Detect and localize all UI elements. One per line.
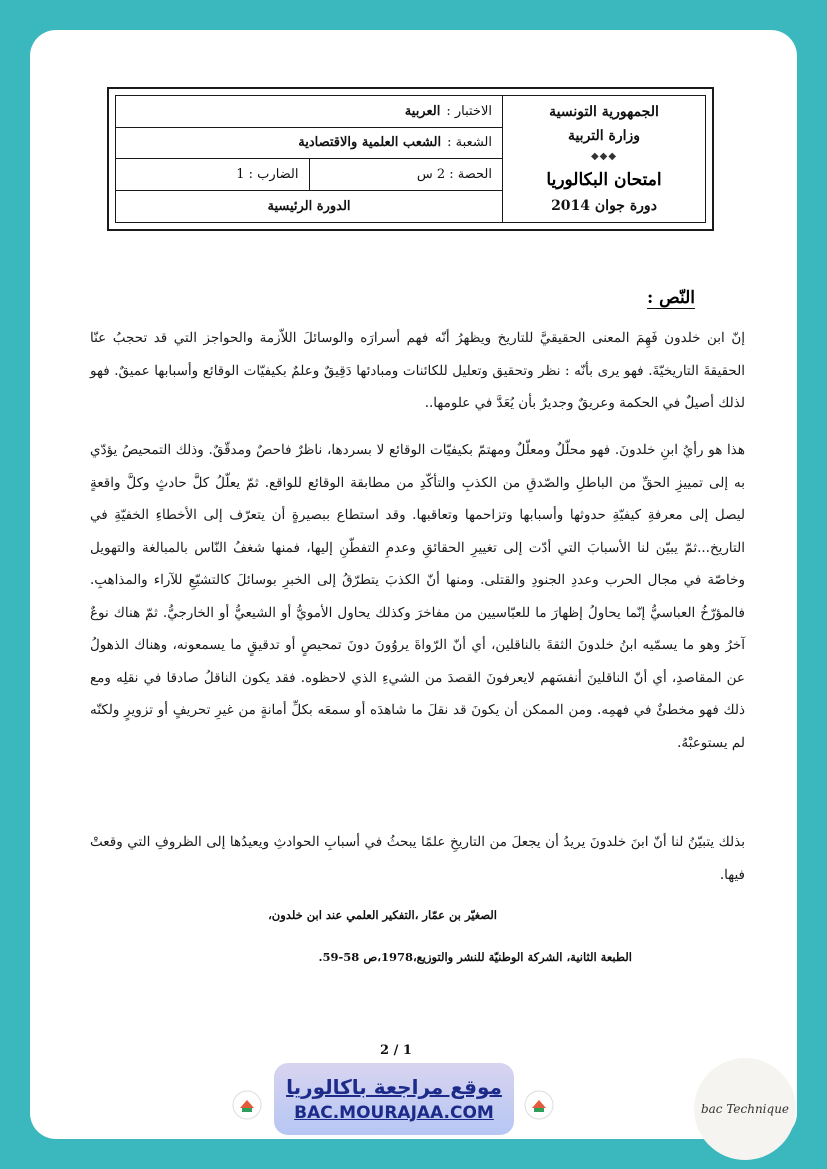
paragraph-1-text: إنّ ابن خلدون فَهِمَ المعنى الحقيقيَّ للتاريخ ويظهرُ أنّه فهم أسرارَه والوسائلَ اللاّزمة والحواجز التي قد تحجبُ عنّا الحقيقةَ التاريخيّةَ. فهو يرى بأنّه : نظر وتحقيق وتعليل للكائنات ومبادئها دَقِيقٌ وعلمٌ بكيفيّات الوقائع وأسبابها عميقٌ. فهو لذلك أصيلٌ في الحكمة وعريقٌ وجديرٌ بأن يُعَدَّ في علومها.. <box>90 330 745 411</box>
branch-label: الشعبة : <box>447 135 492 151</box>
exam-label: الاختبار : <box>446 103 492 119</box>
banner-arabic[interactable]: موقع مراجعة باكالوريا <box>286 1075 502 1099</box>
badge-text: bac Technique <box>700 1102 790 1116</box>
branch-value: الشعب العلمية والاقتصادية <box>298 135 442 151</box>
hours-cell: الحصة : 2 س <box>309 159 503 190</box>
diamond-separator: ◆◆◆ <box>590 151 618 163</box>
exam-title: امتحان البكالوريا <box>546 170 662 191</box>
paragraph-3 <box>90 826 745 891</box>
left-logo-icon <box>232 1090 262 1120</box>
banner-url[interactable]: BAC.MOURAJAA.COM <box>294 1103 494 1123</box>
text-heading: النّص : <box>646 288 695 308</box>
exam-value: العربية <box>404 103 441 119</box>
hours-coef-row <box>116 159 502 191</box>
site-banner[interactable] <box>274 1063 514 1135</box>
bac-technique-badge <box>694 1058 796 1160</box>
page-number: 2 / 1 <box>380 1043 412 1058</box>
republic-title: الجمهورية التونسية <box>549 103 659 120</box>
ministry-block <box>503 96 705 222</box>
exam-header <box>107 87 714 231</box>
ministry-title: وزارة التربية <box>567 127 641 144</box>
session-main: الدورة الرئيسية <box>267 198 351 214</box>
exam-header-inner <box>115 95 706 223</box>
exam-subject-row <box>116 96 502 128</box>
coef-cell: الضارب : 1 <box>236 166 299 182</box>
paragraph-2 <box>90 434 745 759</box>
branch-row <box>116 128 502 160</box>
source-line-2: الطبعة الثانية، الشركة الوطنيّة للنشر والتوزيع،1978،ص 58-59. <box>318 950 632 964</box>
source-line-1: الصغيّر بن عمّار ،التفكير العلمي عند ابن خلدون، <box>268 908 497 922</box>
exam-sheet <box>30 30 797 1139</box>
right-logo-icon <box>524 1090 554 1120</box>
paragraph-1 <box>90 322 745 420</box>
session-date: دورة جوان 2014 <box>551 198 657 215</box>
paragraph-3-text: بذلك يتبيّنُ لنا أنّ ابنَ خلدونَ يريدُ أن يجعلَ من التاريخِ علمًا يبحثُ في أسبابِ الحوادثِ ويعيدُها إلى الظروفِ التي وقعتْ فيها. <box>90 834 745 883</box>
exam-info-table <box>116 96 503 222</box>
paragraph-2-text: هذا هو رأيُ ابنِ خلدونَ. فهو محلّلٌ ومعلّلٌ ومهتمّ بكيفيّات الوقائع لا بسردها، ناظرٌ فاحصٌ ومدقّقٌ. وذلك التمحيصُ يؤدّي به إلى تمييزِ الحقِّ من الباطلِ والصّدقِ من الكذبِ والتأكّدِ من مطابقة الوقائع للواقع. ثمّ يعلّلُ كلَّ حادثٍ وكلَّ واقعةٍ ليصل إلى معرفةِ كيفيّةِ حدوثها وأسبابها وتزاحمها وتعاقبها. وقد استطاع ببصيرةٍ أن يتعرّف إلى الأخطاءِ الخفيّةِ في التاريخ...ثمّ يبيّن لنا الأسبابَ التي أدّت إلى تغييرِ الحقائقِ وعدمِ التفطّنِ إليها، فمنها شغفُ النّاس بالمبالغة والتهويل وخاصّة في مجال الحرب وعددِ الجنودِ والقتلى. ومنها أنّ الكذبَ يتطرّقُ إلى الخبرِ بوسائلَ كالتشيّعِ للآراء والمذاهبِ. فالمؤرّخُ العباسيُّ إنّما يحاولُ إظهارَ ما للعبّاسيين من مفاخرَ وكذلك يحاول الأمويُّ أو الشيعيُّ أو الخارجيُّ. ثمّ هناك نوعٌ آخرُ وهو ما يسمّيه ابنُ خلدونَ الثقةَ بالناقلين، أي أنّ الرّواةَ يروُونَ دونَ تمحيصٍ أو تدقيقٍ ما يسمعونه، وهناك الذهولُ عن المقاصدِ، أي أنّ الناقلينَ أنفسَهم لايعرفونَ القصدَ من الشيءِ الذي لاحظوه. فقد يكون الناقلُ صادقا في نقلِه ومع ذلك فهو مخطئٌ في فهمِه. ومن الممكن أن يكونَ قد نقلَ ما شاهدَه أو سمعَه بكلِّ أمانةٍ من غيرِ تحريفٍ أو تزويرٍ ولكنّه لم يستوعبْهُ. <box>90 442 745 751</box>
